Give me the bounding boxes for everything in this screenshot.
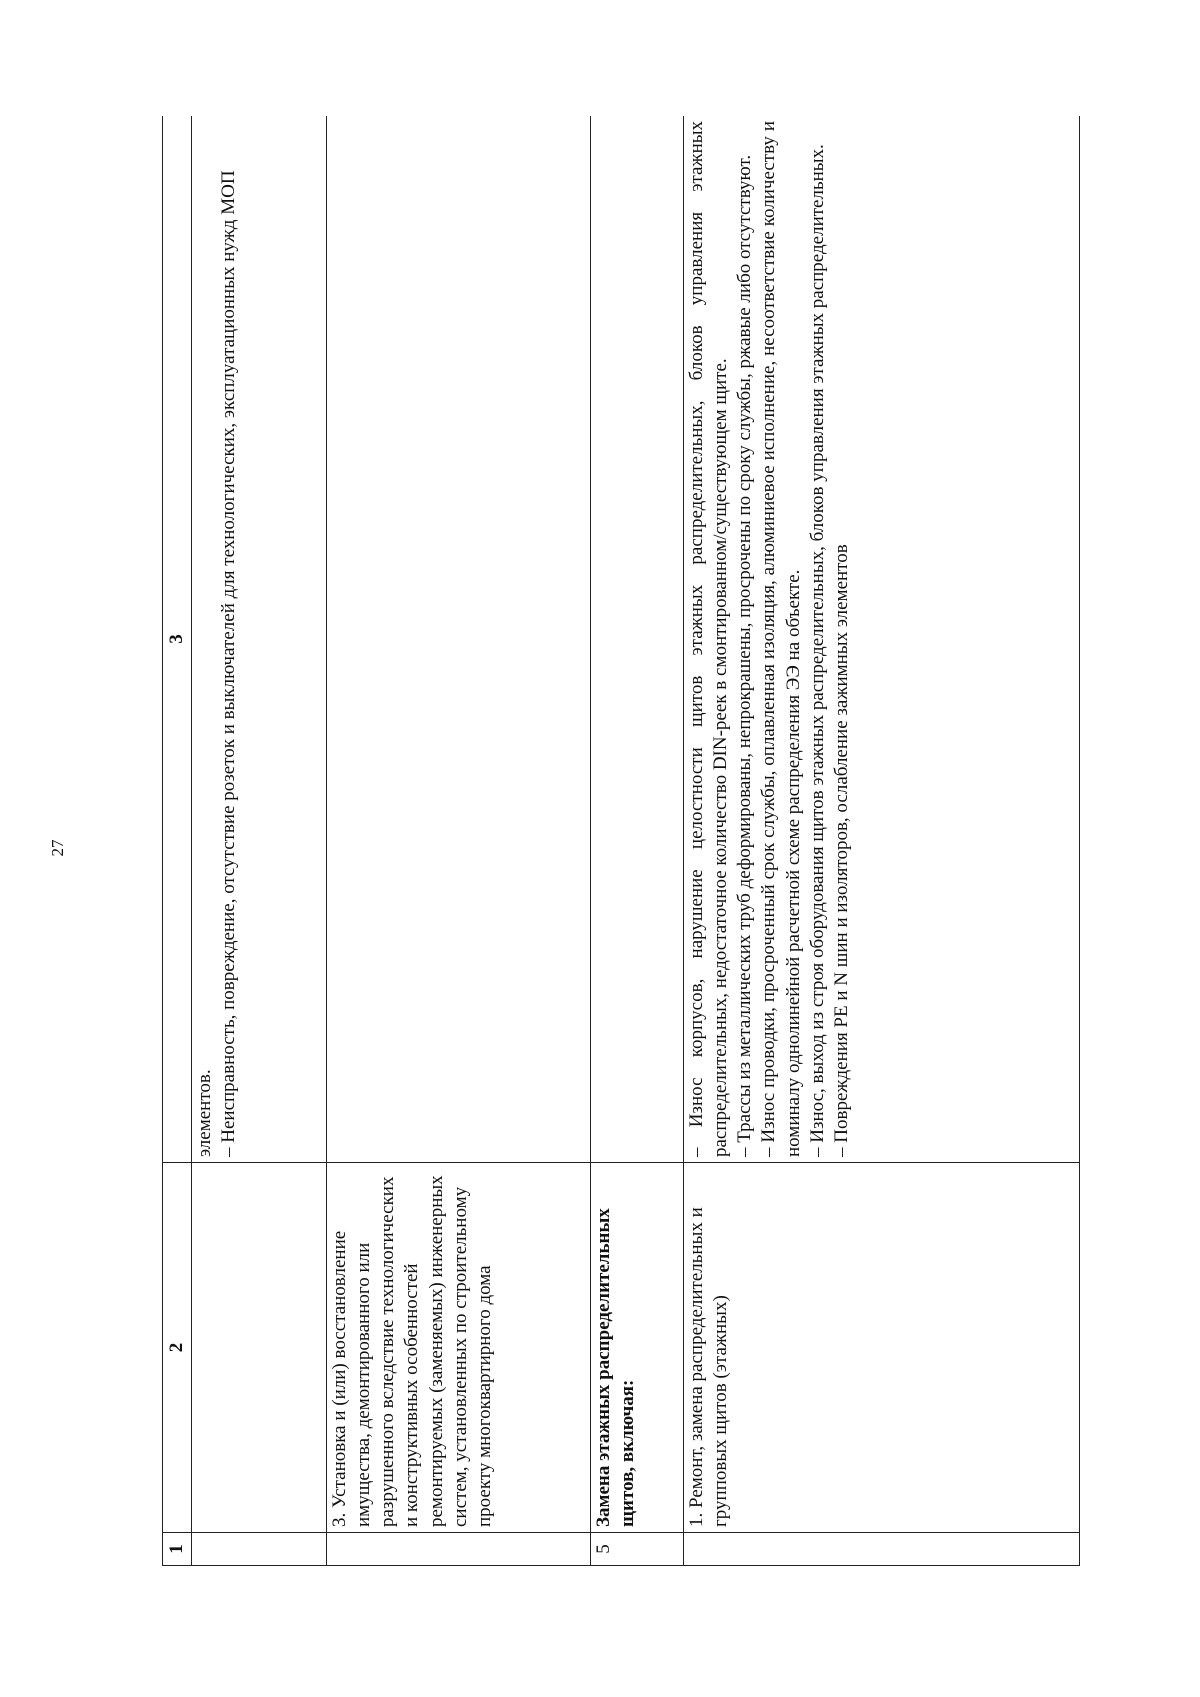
page-number: 27 bbox=[48, 839, 67, 857]
table-row bbox=[684, 116, 1080, 1566]
row-number-cell bbox=[327, 1533, 591, 1566]
header-col-1: 1 bbox=[163, 1533, 192, 1566]
defects-cell bbox=[684, 116, 1080, 1163]
table-row bbox=[192, 116, 327, 1566]
defect-text: – Износ проводки, просроченный срок службы, оплавленная изоляция, алюминиевое исполнение, несоответствие количеству и номиналу однолинейной расчетной схеме распределения ЭЭ на объекте. bbox=[758, 121, 804, 1157]
defects-cell bbox=[327, 116, 591, 1163]
defect-text: – Износ, выход из строя оборудования щитов этажных распределительных, блоков управления этажных распределительных. bbox=[806, 144, 828, 1157]
defect-text: – Износ корпусов, нарушение целостности щитов этажных распределительных, блоков управления этажных распределительных, недостаточное количество DIN-реек в смонтированном/существующем щите. bbox=[686, 121, 732, 1157]
row-number-cell bbox=[192, 1533, 327, 1566]
header-col-3: 3 bbox=[163, 116, 192, 1163]
table-row bbox=[591, 116, 684, 1566]
header-col-2: 2 bbox=[163, 1163, 192, 1533]
row-number-cell bbox=[684, 1533, 1080, 1566]
table-container bbox=[162, 116, 1080, 1566]
defects-cell bbox=[591, 116, 684, 1163]
defect-text: – Неисправность, повреждение, отсутствие розеток и выключателей для технологических, эксплуатационных нужд МОП bbox=[218, 170, 240, 1157]
section-title-cell: Замена этажных распределительных щитов, включая: bbox=[591, 1163, 684, 1533]
rotated-table-frame bbox=[162, 116, 1080, 1566]
defect-text: – Повреждения PE и N шин и изоляторов, ослабление зажимных элементов bbox=[830, 544, 852, 1157]
work-type-cell bbox=[192, 1163, 327, 1533]
defect-text: элементов. bbox=[194, 1069, 215, 1157]
row-number-cell: 5 bbox=[591, 1533, 684, 1566]
defect-text: – Трассы из металлических труб деформированы, непрокрашены, просрочены по сроку службы, ржавые либо отсутствуют. bbox=[734, 154, 756, 1157]
work-type-cell: 1. Ремонт, замена распределительных и групповых щитов (этажных) bbox=[684, 1163, 1080, 1533]
defects-cell bbox=[192, 116, 327, 1163]
table-header-row bbox=[163, 116, 192, 1566]
work-type-cell: 3. Установка и (или) восстановление имущества, демонтированного или разрушенного вследствие технологических и конструктивных особенностей ремонтируемых (заменяемых) инженерных систем, установленных по строительному проекту многоквартирного дома bbox=[327, 1163, 591, 1533]
requirements-table bbox=[162, 116, 1080, 1566]
table-row bbox=[327, 116, 591, 1566]
